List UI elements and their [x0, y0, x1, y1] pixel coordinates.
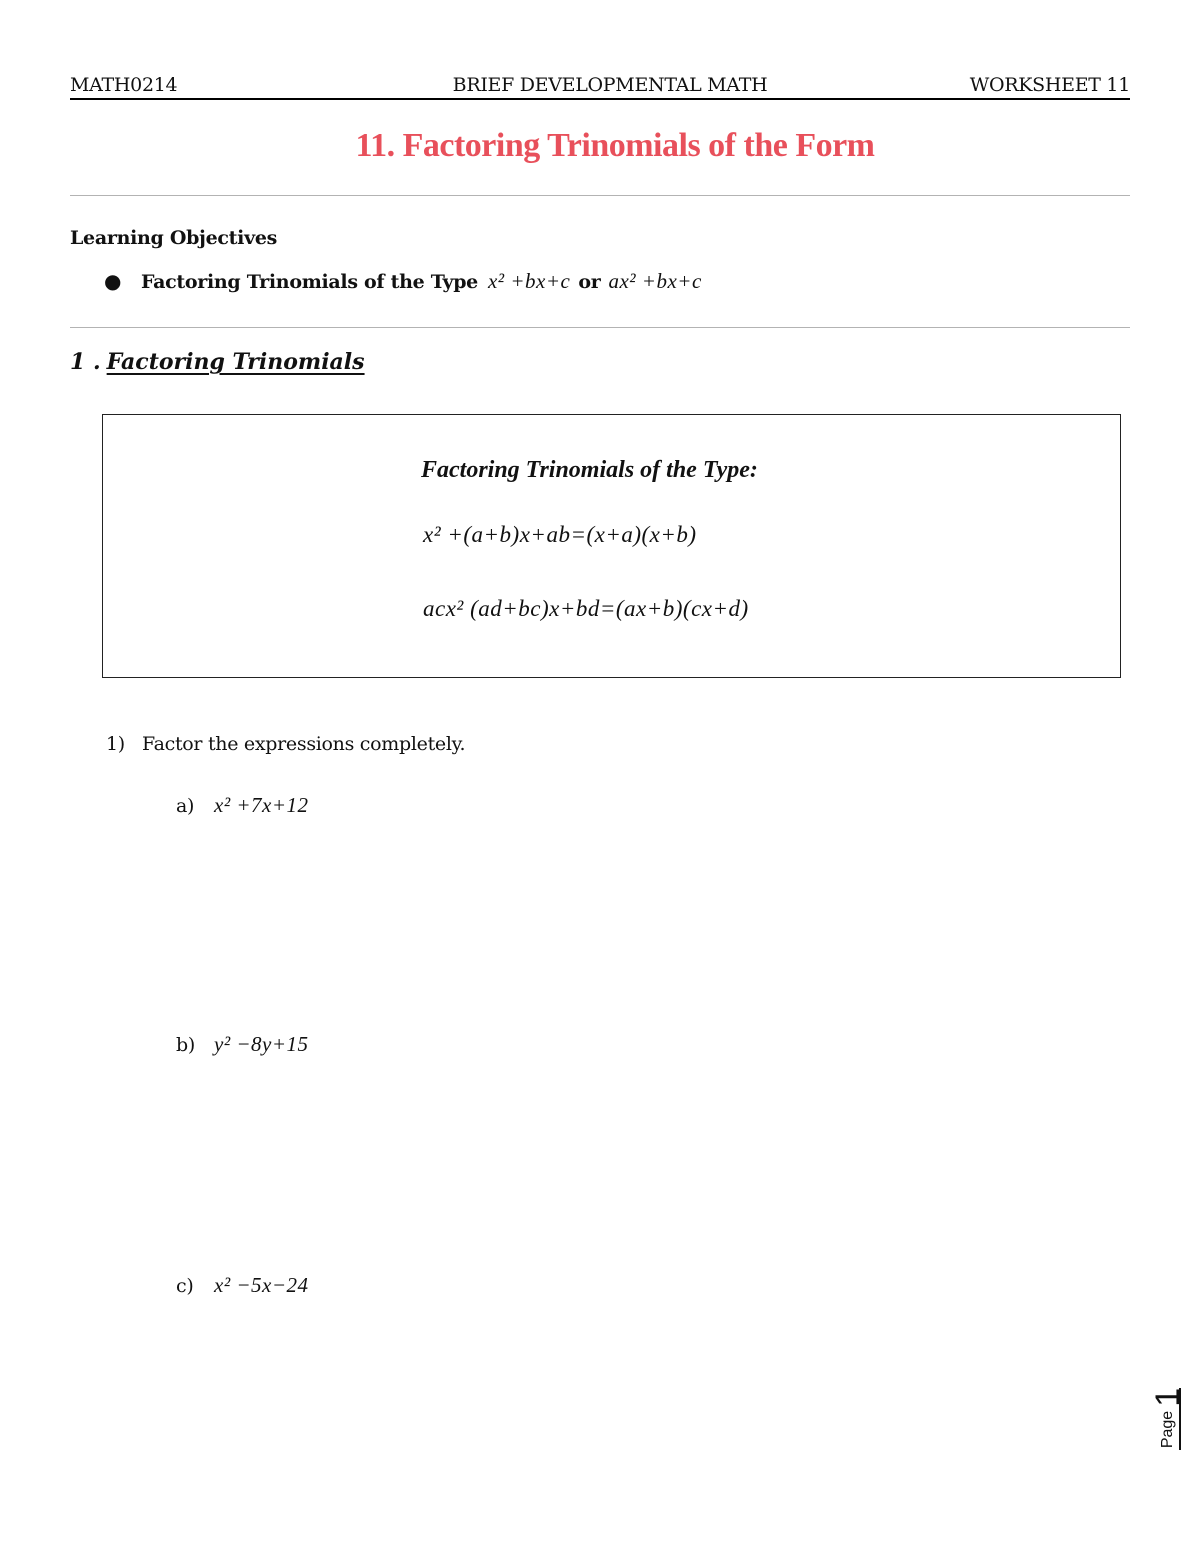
page-word: Page	[1159, 1410, 1176, 1449]
section-number: 1 .	[70, 349, 101, 375]
course-name: BRIEF DEVELOPMENTAL MATH	[452, 74, 768, 96]
part-expression: x² +7x+12	[214, 793, 309, 817]
question-number: 1)	[106, 733, 125, 755]
question-1	[106, 732, 465, 756]
divider-top	[70, 195, 1130, 196]
part-label: a)	[176, 795, 195, 817]
formula-box-title: Factoring Trinomials of the Type:	[421, 457, 758, 483]
page-number: 1	[1149, 1387, 1187, 1407]
formula-1: x² +(a+b)x+ab=(x+a)(x+b)	[423, 522, 697, 547]
course-code: MATH0214	[70, 74, 178, 96]
page-marker-rule	[1179, 1388, 1181, 1450]
worksheet-label: WORKSHEET 11	[969, 74, 1130, 96]
part-label: c)	[176, 1275, 194, 1297]
learning-objectives-heading: Learning Objectives	[70, 227, 278, 249]
part-expression: y² −8y+15	[214, 1032, 309, 1056]
question-part-b	[176, 1031, 309, 1058]
bullet-icon: ●	[104, 269, 122, 293]
divider-bottom	[70, 327, 1130, 328]
page-header	[70, 74, 1130, 100]
question-prompt: Factor the expressions completely.	[142, 733, 466, 755]
objective-item	[104, 268, 702, 295]
objective-expression-2: ax² +bx+c	[608, 269, 702, 293]
question-part-c	[176, 1272, 309, 1299]
question-part-a	[176, 792, 309, 819]
objective-label: Factoring Trinomials of the Type	[141, 271, 478, 293]
section-heading	[70, 348, 365, 376]
page-title: 11. Factoring Trinomials of the Form	[355, 127, 875, 164]
section-title: Factoring Trinomials	[106, 349, 365, 375]
formula-2: acx² (ad+bc)x+bd=(ax+b)(cx+d)	[423, 596, 749, 621]
objective-connector: or	[578, 271, 601, 293]
part-label: b)	[176, 1034, 195, 1056]
objective-expression-1: x² +bx+c	[487, 269, 571, 293]
page-number-marker	[1150, 1388, 1186, 1452]
part-expression: x² −5x−24	[214, 1273, 309, 1297]
formula-box	[102, 414, 1121, 678]
